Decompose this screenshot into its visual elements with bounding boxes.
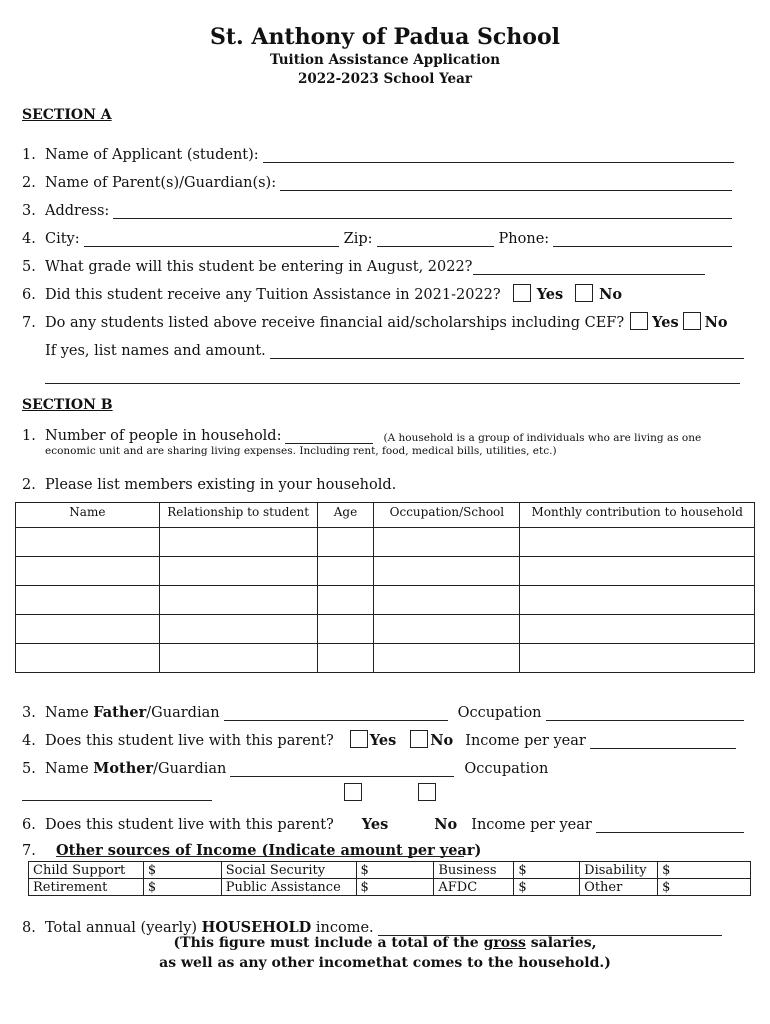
item-number: 7. (22, 843, 36, 859)
city-label: City: (45, 231, 80, 247)
table-cell[interactable] (16, 528, 160, 557)
aid-names-field[interactable] (270, 344, 744, 359)
table-row (29, 879, 751, 896)
school-title: St. Anthony of Padua School (210, 24, 560, 50)
parent-name-label: Name of Parent(s)/Guardian(s): (45, 175, 277, 191)
aid-names-row (45, 339, 744, 359)
grade-label: What grade will this student be entering in August, 2022? (45, 259, 473, 275)
yes-label: Yes (652, 314, 679, 331)
table-cell[interactable] (159, 528, 317, 557)
applicant-name-field[interactable] (263, 148, 734, 163)
table-cell[interactable] (159, 615, 317, 644)
section-b-heading: SECTION B (22, 397, 113, 413)
father-income-field[interactable] (590, 734, 736, 749)
mother-lives-row (22, 813, 744, 833)
applicant-name-label: Name of Applicant (student): (45, 147, 259, 163)
city-zip-phone-row (22, 227, 742, 247)
item-number: 1. (22, 428, 36, 444)
father-lives-row (22, 729, 736, 749)
income-type-label: Child Support (29, 862, 144, 879)
item-number: 7. (22, 315, 36, 331)
income-amount-field[interactable]: $ (514, 862, 580, 879)
table-cell[interactable] (520, 557, 755, 586)
income-amount-field[interactable]: $ (143, 862, 221, 879)
table-cell[interactable] (374, 644, 520, 673)
income-type-label: Retirement (29, 879, 144, 896)
table-header-row (16, 503, 755, 528)
other-income-underline (56, 856, 464, 857)
income-amount-field[interactable]: $ (356, 862, 434, 879)
income-type-label: Disability (580, 862, 658, 879)
income-amount-field[interactable]: $ (658, 879, 751, 896)
prior-assistance-yes-checkbox[interactable] (513, 284, 531, 302)
members-row (22, 473, 742, 493)
yes-label: Yes (369, 732, 397, 749)
table-cell[interactable] (374, 615, 520, 644)
col-header-contribution: Monthly contribution to household (520, 503, 755, 528)
household-size-row (22, 424, 760, 444)
mother-occupation-field[interactable] (22, 800, 212, 801)
father-label-prefix: Name (45, 705, 89, 721)
aid-names-field-2[interactable] (45, 383, 740, 384)
father-row (22, 701, 744, 721)
other-income-table (28, 861, 751, 896)
lives-with-label: Does this student live with this parent? (45, 733, 334, 749)
mother-income-field[interactable] (596, 818, 744, 833)
col-header-name: Name (16, 503, 160, 528)
table-row (16, 644, 755, 673)
household-size-field[interactable] (285, 429, 373, 444)
income-amount-field[interactable]: $ (356, 879, 434, 896)
grade-field[interactable] (473, 260, 705, 275)
school-year: 2022-2023 School Year (298, 71, 472, 87)
financial-aid-yes-checkbox[interactable] (630, 312, 648, 330)
prior-assistance-label: Did this student receive any Tuition Assistance in 2021-2022? (45, 287, 501, 303)
item-number: 3. (22, 203, 36, 219)
father-label-suffix: /Guardian (146, 705, 220, 721)
col-header-relationship: Relationship to student (159, 503, 317, 528)
aid-names-label: If yes, list names and amount. (45, 343, 266, 359)
total-income-footnote-2: as well as any other incomethat comes to the household.) (159, 955, 611, 971)
table-cell[interactable] (159, 586, 317, 615)
table-cell[interactable] (374, 586, 520, 615)
no-label: No (430, 732, 454, 749)
lives-with-label: Does this student live with this parent? (45, 817, 334, 833)
father-occupation-field[interactable] (546, 706, 744, 721)
occupation-label: Occupation (457, 705, 542, 721)
yes-label: Yes (536, 286, 564, 303)
total-income-bold: HOUSEHOLD (201, 919, 312, 936)
total-income-prefix: Total annual (yearly) (45, 920, 198, 936)
yes-label: Yes (361, 816, 389, 833)
table-row (16, 557, 755, 586)
grade-row (22, 255, 742, 275)
income-type-label: Public Assistance (221, 879, 356, 896)
no-label: No (434, 816, 458, 833)
item-number: 4. (22, 733, 36, 749)
item-number: 8. (22, 920, 36, 936)
mother-label-prefix: Name (45, 761, 89, 777)
address-row (22, 199, 742, 219)
table-cell[interactable] (374, 528, 520, 557)
other-income-label: Other sources of Income (Indicate amount per year) (56, 842, 482, 859)
no-label: No (704, 314, 728, 331)
table-cell[interactable] (317, 586, 374, 615)
phone-field[interactable] (553, 232, 732, 247)
total-income-row (22, 916, 722, 936)
gross-underlined: gross (483, 935, 526, 951)
income-type-label: Other (580, 879, 658, 896)
item-number: 5. (22, 761, 36, 777)
mother-lives-yes-checkbox[interactable] (344, 783, 362, 801)
table-row (16, 586, 755, 615)
table-cell[interactable] (16, 644, 160, 673)
table-cell[interactable] (374, 557, 520, 586)
income-amount-field[interactable]: $ (143, 879, 221, 896)
table-cell[interactable] (317, 528, 374, 557)
financial-aid-row (22, 311, 762, 331)
table-cell[interactable] (520, 528, 755, 557)
mother-lives-no-checkbox[interactable] (418, 783, 436, 801)
applicant-name-row (22, 143, 742, 163)
occupation-label: Occupation (464, 761, 549, 777)
item-number: 4. (22, 231, 36, 247)
footnote-text: salaries, (530, 935, 597, 951)
no-label: No (599, 286, 623, 303)
income-type-label: AFDC (434, 879, 514, 896)
table-cell[interactable] (520, 586, 755, 615)
financial-aid-label: Do any students listed above receive financial aid/scholarships including CEF? (45, 315, 625, 331)
table-cell[interactable] (520, 615, 755, 644)
income-type-label: Business (434, 862, 514, 879)
item-number: 6. (22, 817, 36, 833)
table-cell[interactable] (159, 557, 317, 586)
mother-label-suffix: /Guardian (153, 761, 227, 777)
income-type-label: Social Security (221, 862, 356, 879)
address-field[interactable] (113, 204, 732, 219)
father-lives-no-checkbox[interactable] (410, 730, 428, 748)
parent-name-field[interactable] (280, 176, 732, 191)
mother-label-bold: Mother (93, 760, 154, 777)
income-amount-field[interactable]: $ (514, 879, 580, 896)
table-row (16, 528, 755, 557)
item-number: 2. (22, 175, 36, 191)
mother-row (22, 757, 742, 777)
household-note: (A household is a group of individuals who are living as one (383, 432, 702, 444)
zip-field[interactable] (377, 232, 494, 247)
parent-name-row (22, 171, 742, 191)
table-row (29, 862, 751, 879)
members-label: Please list members existing in your household. (45, 477, 397, 493)
father-lives-yes-checkbox[interactable] (350, 730, 368, 748)
col-header-age: Age (317, 503, 374, 528)
table-row (16, 615, 755, 644)
total-income-field[interactable] (378, 921, 722, 936)
item-number: 1. (22, 147, 36, 163)
zip-label: Zip: (343, 231, 373, 247)
father-label-bold: Father (93, 704, 147, 721)
item-number: 6. (22, 287, 36, 303)
table-cell[interactable] (317, 615, 374, 644)
table-cell[interactable] (317, 557, 374, 586)
financial-aid-no-checkbox[interactable] (683, 312, 701, 330)
item-number: 5. (22, 259, 36, 275)
section-a-heading: SECTION A (22, 107, 112, 123)
income-amount-field[interactable]: $ (658, 862, 751, 879)
income-per-year-label: Income per year (471, 817, 592, 833)
income-per-year-label: Income per year (465, 733, 586, 749)
prior-assistance-no-checkbox[interactable] (575, 284, 593, 302)
form-subtitle: Tuition Assistance Application (269, 52, 501, 68)
father-name-field[interactable] (224, 706, 448, 721)
item-number: 3. (22, 705, 36, 721)
household-note-cont: economic unit and are sharing living expenses. Including rent, food, medical bills, utilities, etc.) (45, 445, 557, 457)
household-members-table (15, 502, 755, 673)
phone-label: Phone: (498, 231, 550, 247)
city-field[interactable] (84, 232, 339, 247)
table-cell[interactable] (16, 586, 160, 615)
household-size-label: Number of people in household: (45, 428, 282, 444)
table-cell[interactable] (520, 644, 755, 673)
prior-assistance-row (22, 283, 742, 303)
total-income-suffix: income. (315, 920, 374, 936)
table-cell[interactable] (16, 557, 160, 586)
mother-name-field[interactable] (230, 762, 454, 777)
footnote-text: (This figure must include a total of the (173, 935, 479, 951)
table-cell[interactable] (16, 615, 160, 644)
total-income-footnote (0, 935, 770, 951)
table-cell[interactable] (159, 644, 317, 673)
item-number: 2. (22, 477, 36, 493)
table-cell[interactable] (317, 644, 374, 673)
col-header-occupation: Occupation/School (374, 503, 520, 528)
address-label: Address: (45, 203, 110, 219)
